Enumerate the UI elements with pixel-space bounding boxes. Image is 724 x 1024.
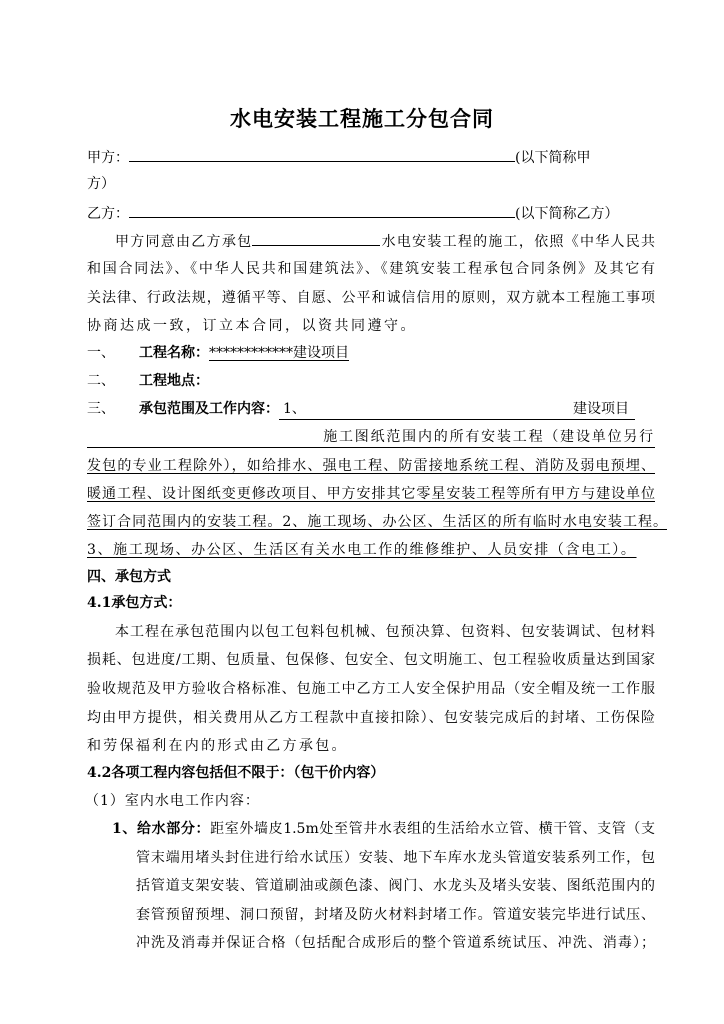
section-1 <box>87 344 655 362</box>
section-4-heading: 四、承包方式 <box>87 569 171 585</box>
water-line-1 <box>112 820 655 838</box>
intro-line: 关法律、行政法规，遵循平等、自愿、公平和诚信信用的原则，双方就本工程施工事项 <box>87 290 655 306</box>
intro-prefix: 甲方同意由乙方承包 <box>115 234 253 250</box>
section-number: 三、 <box>87 401 115 417</box>
section-4-1-heading: 4.1承包方式： <box>87 595 182 611</box>
water-line: 括管道支架安装、管道刷油或颜色漆、阀门、水龙头及堵头安装、图纸范围内的 <box>136 878 655 894</box>
document-title: 水电安装工程施工分包合同 <box>230 106 494 131</box>
party-b-line <box>87 203 655 223</box>
scope-line: 签订合同范围内的安装工程。2、施工现场、办公区、生活区的所有临时水电安装工程。 <box>87 514 667 530</box>
section-label: 承包范围及工作内容： <box>139 401 279 417</box>
section-4-2-heading: 4.2各项工程内容包括但不限于：（包干价内容） <box>87 765 385 781</box>
water-text: 距室外墙皮1.5m处至管井水表组的生活给水立管、横干管、支管（支 <box>210 821 655 837</box>
project-name-value: ************建设项目 <box>209 345 349 361</box>
intro-line: 和国合同法》、《中华人民共和国建筑法》、《建筑安装工程承包合同条例》及其它有 <box>87 261 655 277</box>
party-b-blank[interactable] <box>129 203 515 218</box>
party-a-suffix: (以下简称甲 <box>515 150 591 166</box>
indoor-item: （1）室内水电工作内容： <box>85 793 260 809</box>
section-2 <box>87 372 655 390</box>
scope-value-start <box>279 400 635 420</box>
water-line: 冲洗及消毒并保证合格（包括配合成形后的整个管道系统试压、冲洗、消毒）； <box>136 935 655 951</box>
method-line: 本工程在承包范围内以包工包料包机械、包预决算、包资料、包安装调试、包材料 <box>115 624 655 640</box>
party-a-blank[interactable] <box>129 147 515 162</box>
scope-line: 暖通工程、设计图纸变更修改项目、甲方安排其它零星安装工程等所有甲方与建设单位 <box>87 486 655 502</box>
scope-project: 建设项目 <box>573 401 629 417</box>
intro-line-1 <box>115 231 655 251</box>
water-line: 套管预留预埋、洞口预留，封堵及防火材料封堵工作。管道安装完毕进行试压、 <box>136 907 655 923</box>
intro-line: 协商达成一致，订立本合同，以资共同遵守。 <box>87 318 417 334</box>
section-3 <box>87 400 655 420</box>
party-b-suffix: (以下简称乙方） <box>515 206 619 222</box>
method-line: 均由甲方提供，相关费用从乙方工程款中直接扣除）、包安装完成后的封堵、工伤保险 <box>87 710 655 726</box>
method-line: 验收规范及甲方验收合格标准、包施工中乙方工人安全保护用品（安全帽及统一工作服 <box>87 681 655 697</box>
section-number: 二、 <box>87 373 115 389</box>
water-label: 1、给水部分： <box>112 821 211 837</box>
intro-rest: 水电安装工程的施工，依照《中华人民共 <box>380 234 656 250</box>
section-label: 工程地点： <box>139 373 209 389</box>
method-line: 和劳保福利在内的形式由乙方承包。 <box>87 738 348 754</box>
section-label: 工程名称： <box>139 345 209 361</box>
scope-line: 发包的专业工程除外），如给排水、强电工程、防雷接地系统工程、消防及弱电预埋、 <box>87 458 655 474</box>
scope-num: 1、 <box>283 401 306 417</box>
method-line: 损耗、包进度/工期、包质量、包保修、包安全、包文明施工、包工程验收质量达到国家 <box>87 652 655 668</box>
party-b-label: 乙方： <box>87 206 129 222</box>
scope-line: 施工图纸范围内的所有安装工程（建设单位另行 <box>87 428 655 448</box>
water-line: 管末端用堵头封住进行给水试压）安装、地下车库水龙头管道安装系列工作，包 <box>136 850 655 866</box>
party-a-suffix-cont: 方） <box>87 176 115 192</box>
scope-line: 3、施工现场、办公区、生活区有关水电工作的维修维护、人员安排（含电工）。 <box>87 542 637 558</box>
project-blank[interactable] <box>252 231 380 246</box>
party-a-line <box>87 147 655 167</box>
party-a-label: 甲方： <box>87 150 129 166</box>
section-number: 一、 <box>87 345 115 361</box>
